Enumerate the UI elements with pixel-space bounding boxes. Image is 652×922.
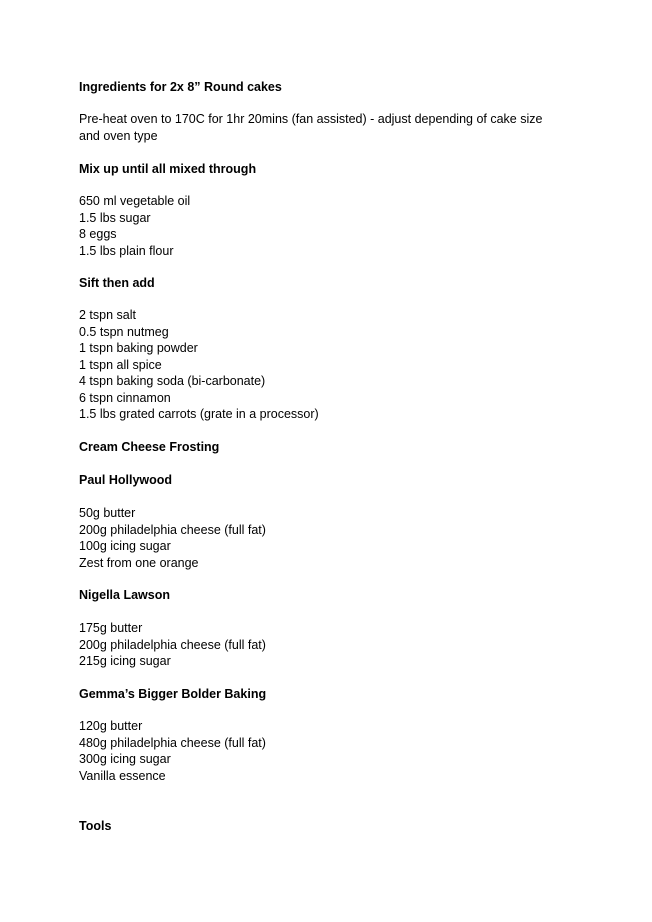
tools-heading: Tools: [79, 819, 112, 833]
ingredient-item: 200g philadelphia cheese (full fat): [79, 522, 266, 537]
ingredient-item: 175g butter: [79, 621, 143, 635]
sift-heading: Sift then add: [79, 276, 155, 290]
ingredient-item: 50g butter: [79, 506, 136, 520]
preheat-instruction: Pre-heat oven to 170C for 1hr 20mins (fan assisted) - adjust depending of cake size and oven type: [79, 112, 543, 143]
ingredient-item: 200g philadelphia cheese (full fat): [79, 637, 266, 652]
frosting-heading: Cream Cheese Frosting: [79, 440, 220, 454]
mix-heading: Mix up until all mixed through: [79, 162, 257, 176]
ingredient-item: Vanilla essence: [79, 768, 166, 783]
ingredient-item: 215g icing sugar: [79, 654, 171, 668]
document-page: [79, 0, 579, 922]
recipe-title: Ingredients for 2x 8” Round cakes: [79, 80, 282, 94]
ingredient-item: 300g icing sugar: [79, 752, 171, 766]
ingredient-item: 480g philadelphia cheese (full fat): [79, 735, 266, 750]
ingredient-item: 120g butter: [79, 719, 143, 733]
ingredient-item: 650 ml vegetable oil: [79, 194, 191, 208]
ingredient-item: 0.5 tspn nutmeg: [79, 324, 169, 339]
ingredient-item: 1.5 lbs plain flour: [79, 243, 174, 258]
ingredient-item: 8 eggs: [79, 227, 117, 241]
ingredient-item: 2 tspn salt: [79, 308, 136, 322]
gemma-heading: Gemma’s Bigger Bolder Baking: [79, 687, 267, 701]
nigella-lawson-heading: Nigella Lawson: [79, 588, 170, 602]
ingredient-item: 1 tspn all spice: [79, 357, 162, 372]
ingredient-item: 100g icing sugar: [79, 539, 171, 553]
ingredient-item: 6 tspn cinnamon: [79, 390, 171, 405]
ingredient-item: 1.5 lbs grated carrots (grate in a processor): [79, 407, 319, 421]
ingredient-item: 1 tspn baking powder: [79, 341, 198, 355]
paul-hollywood-heading: Paul Hollywood: [79, 473, 173, 487]
ingredient-item: 4 tspn baking soda (bi-carbonate): [79, 374, 266, 388]
ingredient-item: Zest from one orange: [79, 555, 199, 570]
ingredient-item: 1.5 lbs sugar: [79, 210, 151, 225]
